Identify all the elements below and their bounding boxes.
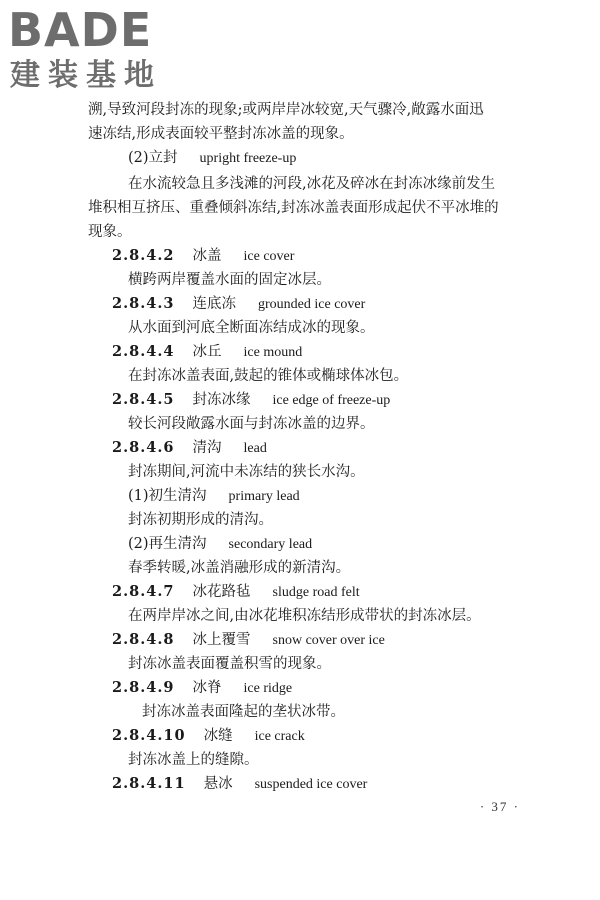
entry-heading bbox=[112, 342, 302, 363]
entry-definition: 在两岸岸冰之间,由冰花堆积冻结形成带状的封冻冰层。 bbox=[128, 608, 481, 624]
entry-definition: 封冻冰盖表面覆盖积雪的现象。 bbox=[128, 656, 331, 672]
entry-term-en: ice edge of freeze-up bbox=[272, 393, 391, 408]
entry-number: 2.8.4.10 bbox=[112, 727, 186, 744]
paragraph-line: 在水流较急且多浅滩的河段,冰花及碎冰在封冻冰缘前发生 bbox=[128, 176, 496, 192]
entry-heading bbox=[112, 582, 360, 603]
entry-term-en: ice mound bbox=[243, 345, 303, 360]
paragraph-line: 堆积相互挤压、重叠倾斜冻结,封冻冰盖表面形成起伏不平冰堆的 bbox=[88, 200, 499, 216]
entry-term-en: suspended ice cover bbox=[254, 777, 368, 792]
entry-term-cn: 冰盖 bbox=[192, 248, 222, 264]
subterm-row bbox=[128, 486, 300, 507]
entry-term-cn: 冰花路毡 bbox=[192, 584, 251, 600]
subterm-row bbox=[128, 148, 296, 169]
entry-number: 2.8.4.2 bbox=[112, 247, 175, 264]
subterm-cn: (2)再生清沟 bbox=[128, 536, 207, 552]
entry-definition: 在封冻冰盖表面,鼓起的锥体或椭球体冰包。 bbox=[128, 368, 409, 384]
entry-definition: 封冻冰盖表面隆起的垄状冰带。 bbox=[142, 704, 345, 720]
entry-number: 2.8.4.4 bbox=[112, 343, 175, 360]
subterm-cn: (1)初生清沟 bbox=[128, 488, 207, 504]
paragraph-line: 溯,导致河段封冻的现象;或两岸岸冰较宽,天气骤冷,敞露水面迅 bbox=[88, 102, 484, 118]
entry-number: 2.8.4.3 bbox=[112, 295, 175, 312]
page-number: · 37 · bbox=[479, 799, 520, 814]
subterm-cn: (2)立封 bbox=[128, 150, 178, 166]
entry-definition: 从水面到河底全断面冻结成冰的现象。 bbox=[128, 320, 375, 336]
entry-definition: 封冻冰盖上的缝隙。 bbox=[128, 752, 259, 768]
entry-heading bbox=[112, 438, 267, 459]
subterm-definition: 封冻初期形成的清沟。 bbox=[128, 512, 273, 528]
subterm-row bbox=[128, 534, 312, 555]
entry-term-en: ice cover bbox=[243, 249, 295, 264]
entry-number: 2.8.4.8 bbox=[112, 631, 175, 648]
entry-heading bbox=[112, 294, 365, 315]
entry-term-cn: 清沟 bbox=[192, 440, 222, 456]
subterm-en: upright freeze-up bbox=[199, 151, 297, 166]
entry-term-cn: 冰缝 bbox=[203, 728, 233, 744]
entry-heading bbox=[112, 678, 292, 699]
entry-definition: 较长河段敞露水面与封冻冰盖的边界。 bbox=[128, 416, 375, 432]
entry-term-cn: 冰丘 bbox=[192, 344, 222, 360]
entry-term-cn: 悬冰 bbox=[203, 776, 233, 792]
entry-term-cn: 封冻冰缘 bbox=[192, 392, 251, 408]
entry-term-en: ice ridge bbox=[243, 681, 293, 696]
entry-definition: 封冻期间,河流中未冻结的狭长水沟。 bbox=[128, 464, 365, 480]
entry-number: 2.8.4.5 bbox=[112, 391, 175, 408]
entry-heading bbox=[112, 630, 385, 651]
paragraph-line: 速冻结,形成表面较平整封冻冰盖的现象。 bbox=[88, 126, 354, 142]
entry-heading bbox=[112, 726, 305, 747]
entry-number: 2.8.4.9 bbox=[112, 679, 175, 696]
subterm-en: secondary lead bbox=[228, 537, 313, 552]
entry-term-cn: 冰上覆雪 bbox=[192, 632, 251, 648]
entry-number: 2.8.4.7 bbox=[112, 583, 175, 600]
entry-term-cn: 连底冻 bbox=[192, 296, 237, 312]
logo-wordmark: BADE bbox=[8, 3, 153, 57]
entry-heading bbox=[112, 246, 294, 267]
entry-term-en: grounded ice cover bbox=[258, 297, 366, 312]
subterm-definition: 春季转暖,冰盖消融形成的新清沟。 bbox=[128, 560, 351, 576]
entry-heading bbox=[112, 390, 390, 411]
paragraph-line: 现象。 bbox=[88, 224, 132, 240]
entry-term-en: lead bbox=[243, 441, 267, 456]
entry-term-en: sludge road felt bbox=[272, 585, 360, 600]
entry-definition: 横跨两岸覆盖水面的固定冰层。 bbox=[128, 272, 331, 288]
subterm-en: primary lead bbox=[228, 489, 300, 504]
bade-logo bbox=[8, 4, 178, 96]
entry-number: 2.8.4.11 bbox=[112, 775, 186, 792]
entry-heading bbox=[112, 774, 367, 795]
entry-term-cn: 冰脊 bbox=[192, 680, 222, 696]
logo-subtitle: 建装基地 bbox=[10, 58, 162, 93]
entry-term-en: snow cover over ice bbox=[272, 633, 385, 648]
entry-number: 2.8.4.6 bbox=[112, 439, 175, 456]
entry-term-en: ice crack bbox=[254, 729, 305, 744]
